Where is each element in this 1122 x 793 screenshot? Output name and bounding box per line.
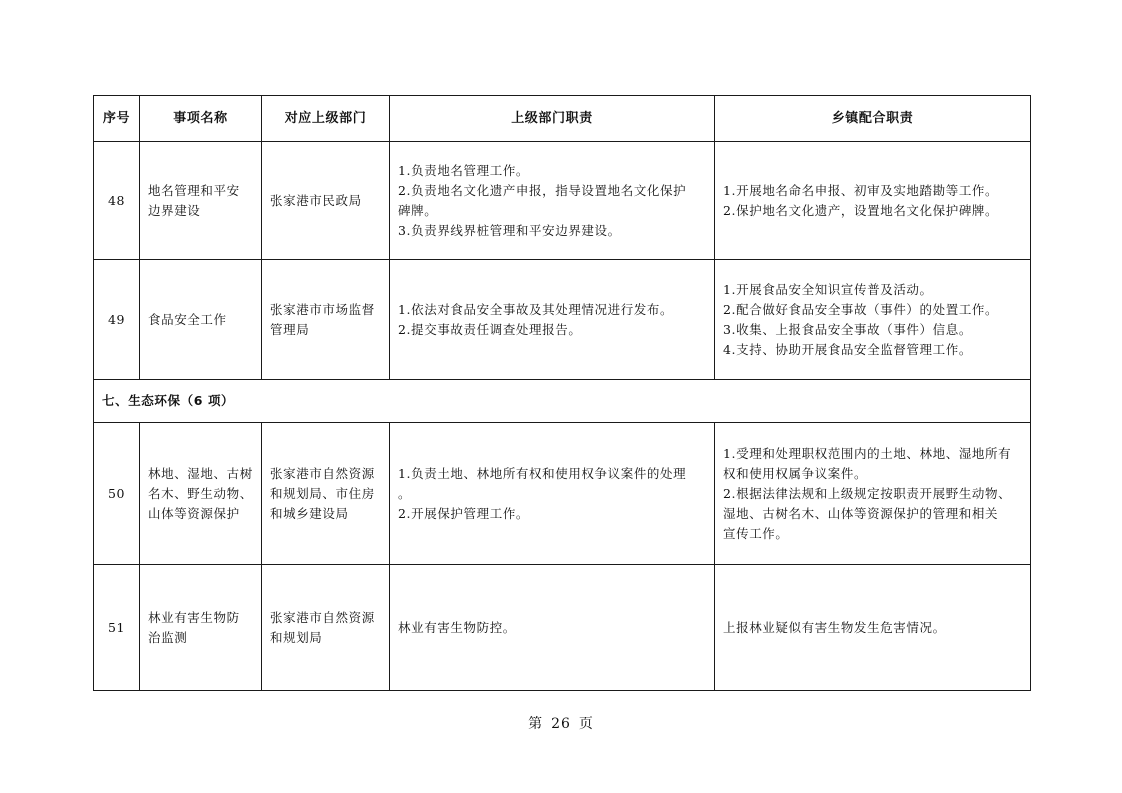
duty-table [93, 95, 1031, 691]
town-duty-cell [715, 142, 1031, 260]
town-duty-line: 权和使用权属争议案件。 [723, 465, 868, 481]
upper-duty-cell [390, 142, 715, 260]
item-name-line: 林地、湿地、古树 [148, 465, 253, 481]
upper-department-cell [262, 423, 390, 565]
town-duty-cell [715, 260, 1031, 380]
upper-department-line: 张家港市自然资源 [270, 465, 375, 481]
town-duty-line: 2.配合做好食品安全事故（事件）的处置工作。 [723, 301, 999, 317]
row-number-cell: 49 [94, 260, 140, 380]
item-name-cell [140, 142, 262, 260]
page-prefix: 第 [528, 716, 544, 732]
town-duty-line: 宣传工作。 [723, 525, 789, 541]
table-body-group-1 [94, 142, 1031, 380]
header-upper-duty: 上级部门职责 [390, 96, 715, 142]
upper-department-cell [262, 142, 390, 260]
header-name: 事项名称 [140, 96, 262, 142]
header-no: 序号 [94, 96, 140, 142]
upper-duty-line: 1.负责地名管理工作。 [398, 162, 530, 178]
upper-department-line: 张家港市自然资源 [270, 609, 375, 625]
table-row [94, 260, 1031, 380]
town-duty-line: 2.保护地名文化遗产，设置地名文化保护碑牌。 [723, 202, 999, 218]
item-name-line: 名木、野生动物、 [148, 485, 253, 501]
item-name-cell [140, 565, 262, 691]
upper-duty-line: 2.提交事故责任调查处理报告。 [398, 321, 582, 337]
upper-department-cell [262, 565, 390, 691]
table-row [94, 565, 1031, 691]
item-name-line: 林业有害生物防 [148, 609, 240, 625]
row-number-cell: 51 [94, 565, 140, 691]
upper-duty-line: 3.负责界线界桩管理和平安边界建设。 [398, 222, 621, 238]
upper-department-line: 张家港市市场监督 [270, 301, 375, 317]
item-name-line: 边界建设 [148, 202, 201, 218]
page-footer [0, 713, 1122, 733]
upper-duty-cell [390, 565, 715, 691]
upper-duty-line: 2.开展保护管理工作。 [398, 505, 530, 521]
upper-department-line: 和城乡建设局 [270, 505, 349, 521]
town-duty-line: 上报林业疑似有害生物发生危害情况。 [723, 619, 946, 635]
section-group [94, 380, 1031, 423]
table-body-group-2 [94, 423, 1031, 691]
section-row [94, 380, 1031, 423]
table-row [94, 142, 1031, 260]
town-duty-line: 4.支持、协助开展食品安全监督管理工作。 [723, 341, 972, 357]
town-duty-line: 2.根据法律法规和上级规定按职责开展野生动物、 [723, 485, 1012, 501]
town-duty-cell [715, 565, 1031, 691]
town-duty-cell [715, 423, 1031, 565]
upper-duty-cell [390, 260, 715, 380]
item-name-line: 山体等资源保护 [148, 505, 240, 521]
table-header-row [94, 96, 1031, 142]
row-number-cell: 50 [94, 423, 140, 565]
page-number: 26 [551, 716, 571, 732]
upper-duty-line: 林业有害生物防控。 [398, 619, 516, 635]
section-title: 七、生态环保（6 项） [94, 380, 1031, 423]
item-name-line: 食品安全工作 [148, 311, 227, 327]
town-duty-line: 1.受理和处理职权范围内的土地、林地、湿地所有 [723, 445, 1012, 461]
upper-duty-line: 。 [398, 485, 412, 501]
upper-duty-line: 碑牌。 [398, 202, 438, 218]
upper-duty-cell [390, 423, 715, 565]
item-name-line: 地名管理和平安 [148, 182, 240, 198]
upper-department-line: 和规划局、市住房 [270, 485, 375, 501]
upper-duty-line: 1.依法对食品安全事故及其处理情况进行发布。 [398, 301, 674, 317]
upper-department-line: 管理局 [270, 321, 310, 337]
upper-department-line: 和规划局 [270, 629, 323, 645]
town-duty-line: 1.开展食品安全知识宣传普及活动。 [723, 281, 933, 297]
upper-department-line: 张家港市民政局 [270, 192, 362, 208]
town-duty-line: 1.开展地名命名申报、初审及实地踏勘等工作。 [723, 182, 999, 198]
item-name-line: 治监测 [148, 629, 188, 645]
page-suffix: 页 [578, 716, 594, 732]
upper-duty-line: 1.负责土地、林地所有权和使用权争议案件的处理 [398, 465, 687, 481]
item-name-cell [140, 423, 262, 565]
header-dept: 对应上级部门 [262, 96, 390, 142]
header-town-duty: 乡镇配合职责 [715, 96, 1031, 142]
upper-department-cell [262, 260, 390, 380]
row-number-cell: 48 [94, 142, 140, 260]
town-duty-line: 湿地、古树名木、山体等资源保护的管理和相关 [723, 505, 999, 521]
upper-duty-line: 2.负责地名文化遗产申报，指导设置地名文化保护 [398, 182, 687, 198]
town-duty-line: 3.收集、上报食品安全事故（事件）信息。 [723, 321, 972, 337]
item-name-cell [140, 260, 262, 380]
table-row [94, 423, 1031, 565]
